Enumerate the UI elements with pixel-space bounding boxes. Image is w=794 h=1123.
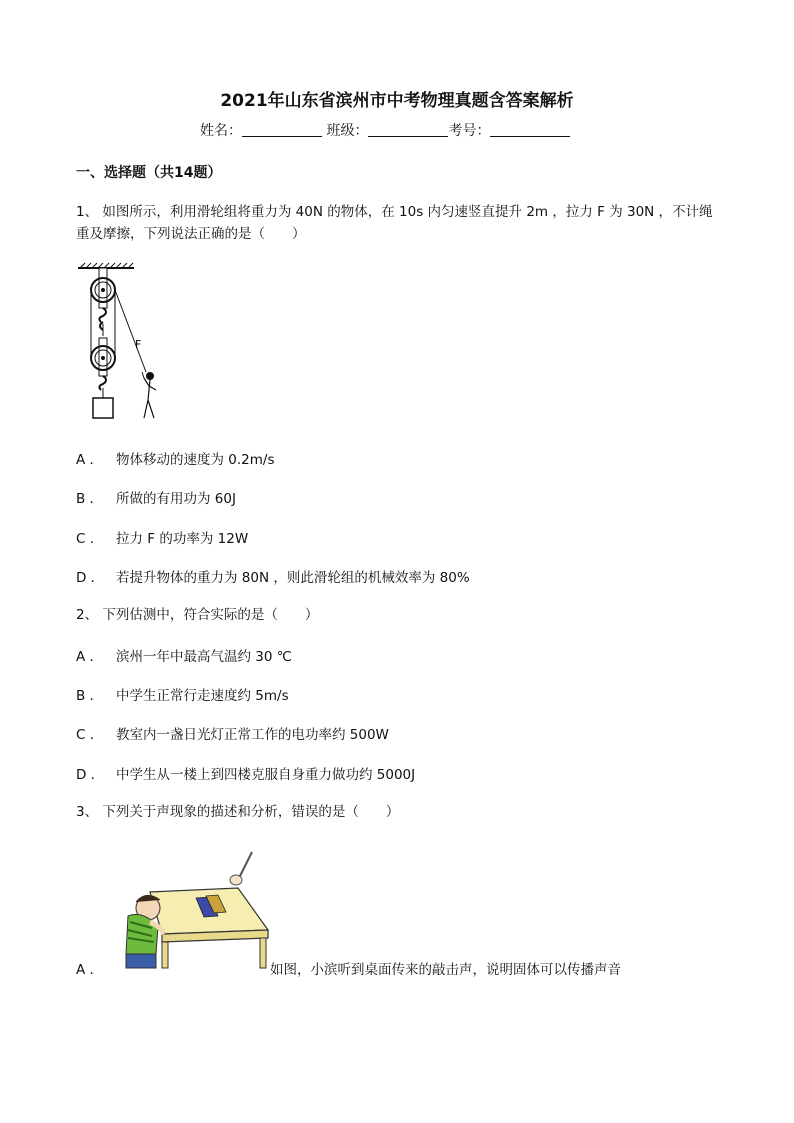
- name-label: 姓名：: [200, 123, 242, 139]
- question-2-option-d[interactable]: D ． 中学生从一楼上到四楼克服自身重力做功约 5000J: [76, 767, 416, 783]
- student-desk-figure: [120, 850, 270, 970]
- question-2-option-a[interactable]: A ． 滨州一年中最高气温约 30 ℃: [76, 649, 292, 665]
- name-blank[interactable]: [242, 122, 322, 137]
- question-1-option-d[interactable]: D ． 若提升物体的重力为 80N ，则此滑轮组的机械效率为 80%: [76, 570, 470, 586]
- exam-number-label: 考号：: [448, 123, 491, 139]
- question-1-stem: 1、 如图所示，利用滑轮组将重力为 40N 的物体，在 10s 内匀速竖直提升 2m ，拉力 F 为 30N ，不计绳重及摩擦，下列说法正确的是（ ）: [76, 204, 713, 242]
- pulley-system-figure: [76, 262, 176, 424]
- question-2-option-b[interactable]: B ． 中学生正常行走速度约 5m/s: [76, 688, 289, 704]
- student-info-line: [200, 120, 570, 140]
- question-1-option-b[interactable]: B ． 所做的有用功为 60J: [76, 491, 236, 507]
- force-label: F: [135, 338, 142, 351]
- exam-number-blank[interactable]: [490, 122, 570, 137]
- question-3-stem: 3、 下列关于声现象的描述和分析，错误的是（ ）: [76, 804, 400, 820]
- question-2-option-c[interactable]: C ． 教室内一盏日光灯正常工作的电功率约 500W: [76, 727, 389, 743]
- section-heading: 一、选择题（共14题）: [76, 165, 222, 181]
- question-3-option-a[interactable]: A ． 如图，小滨听到桌面传来的敲击声，说明固体可以传播声音: [76, 962, 621, 978]
- class-label: 班级：: [326, 123, 369, 139]
- class-blank[interactable]: [368, 122, 448, 137]
- page-title: 2021年山东省滨州市中考物理真题含答案解析: [220, 91, 574, 111]
- question-1-option-c[interactable]: C ． 拉力 F 的功率为 12W: [76, 531, 249, 547]
- question-2-stem: 2、 下列估测中，符合实际的是（ ）: [76, 607, 319, 623]
- question-1-option-a[interactable]: A ． 物体移动的速度为 0.2m/s: [76, 452, 275, 468]
